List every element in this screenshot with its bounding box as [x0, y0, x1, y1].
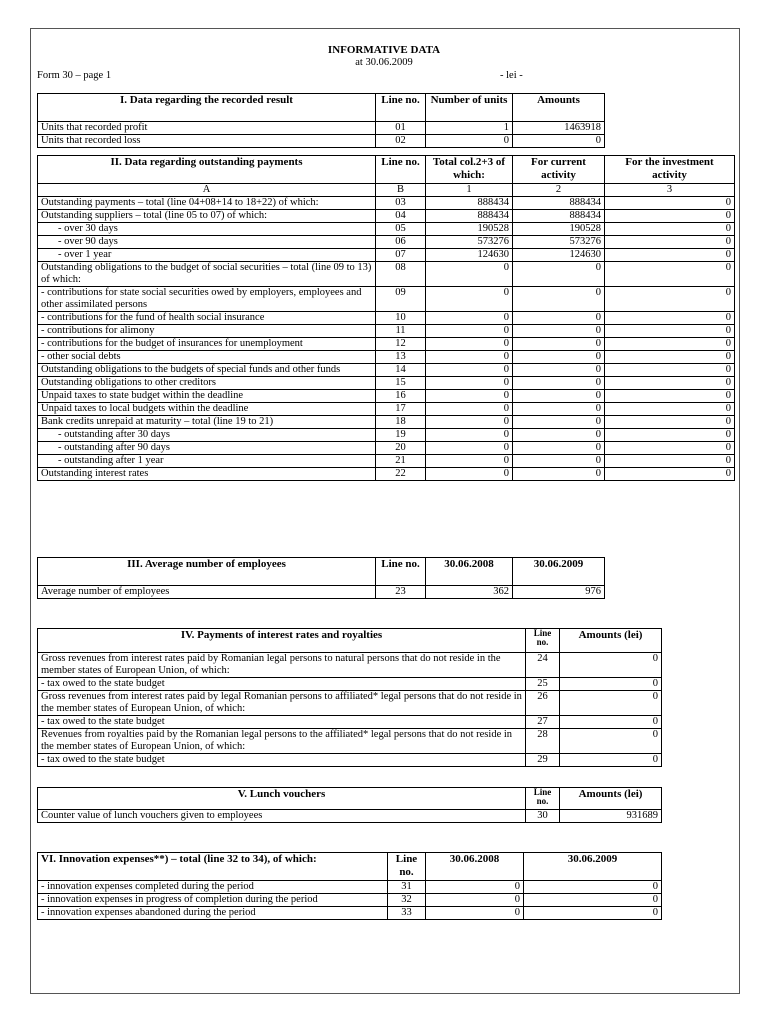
table-row	[38, 338, 735, 351]
row-label: - outstanding after 1 year	[38, 455, 376, 468]
section5-table	[37, 787, 662, 823]
row-current: 0	[513, 377, 605, 390]
row-label: Outstanding obligations to other creditors	[38, 377, 376, 390]
section6-table	[37, 852, 662, 920]
row-total: 190528	[426, 223, 513, 236]
row-total: 888434	[426, 197, 513, 210]
col-amounts-lei: Amounts (lei)	[560, 629, 662, 653]
section4-table	[37, 628, 662, 767]
row-label: Outstanding obligations to the budgets of special funds and other funds	[38, 364, 376, 377]
row-2009: 0	[524, 894, 662, 907]
row-amount: 0	[560, 691, 662, 716]
index-a: A	[38, 184, 376, 197]
row-amount: 1463918	[513, 122, 605, 135]
row-line: 27	[526, 716, 560, 729]
row-line: 25	[526, 678, 560, 691]
row-line: 14	[376, 364, 426, 377]
col-2008: 30.06.2008	[426, 853, 524, 881]
col-line-no: Line no.	[376, 94, 426, 122]
row-line: 23	[376, 586, 426, 599]
document-title: INFORMATIVE DATA	[327, 44, 441, 56]
row-investment: 0	[605, 468, 735, 481]
table-row	[38, 754, 662, 767]
row-investment: 0	[605, 287, 735, 312]
row-line: 09	[376, 287, 426, 312]
table-row	[38, 325, 735, 338]
row-amount: 0	[560, 653, 662, 678]
col-current-activity: For current activity	[513, 156, 605, 184]
row-label: Counter value of lunch vouchers given to employees	[38, 810, 526, 823]
row-line: 20	[376, 442, 426, 455]
col-line-no: Line no.	[376, 156, 426, 184]
row-current: 0	[513, 287, 605, 312]
col-line-no: Line no.	[526, 788, 560, 810]
table-row	[38, 210, 735, 223]
row-label: - outstanding after 90 days	[38, 442, 376, 455]
row-label: Outstanding interest rates	[38, 468, 376, 481]
row-investment: 0	[605, 442, 735, 455]
row-label: Unpaid taxes to local budgets within the deadline	[38, 403, 376, 416]
row-label: - other social debts	[38, 351, 376, 364]
row-investment: 0	[605, 197, 735, 210]
table-row	[38, 429, 735, 442]
row-total: 0	[426, 442, 513, 455]
table-row	[38, 135, 605, 148]
index-3: 3	[605, 184, 735, 197]
row-line: 21	[376, 455, 426, 468]
row-line: 33	[388, 907, 426, 920]
col-line-no: Line no.	[388, 853, 426, 881]
row-units: 0	[426, 135, 513, 148]
table-row	[38, 586, 605, 599]
row-label: Outstanding suppliers – total (line 05 to 07) of which:	[38, 210, 376, 223]
row-total: 0	[426, 455, 513, 468]
row-label: Gross revenues from interest rates paid by Romanian legal persons to natural persons that do not reside in the member states of European Union, of which:	[38, 653, 526, 678]
row-investment: 0	[605, 390, 735, 403]
document-date: at 30.06.2009	[355, 57, 413, 68]
col-2009: 30.06.2009	[524, 853, 662, 881]
row-current: 888434	[513, 197, 605, 210]
row-investment: 0	[605, 377, 735, 390]
row-label: Outstanding payments – total (line 04+08+14 to 18+22) of which:	[38, 197, 376, 210]
row-total: 0	[426, 390, 513, 403]
col-amounts: Amounts	[513, 94, 605, 122]
row-line: 29	[526, 754, 560, 767]
row-label: - over 1 year	[38, 249, 376, 262]
row-line: 04	[376, 210, 426, 223]
row-current: 0	[513, 390, 605, 403]
index-b: B	[376, 184, 426, 197]
row-line: 05	[376, 223, 426, 236]
row-label: - tax owed to the state budget	[38, 754, 526, 767]
row-label: - innovation expenses completed during the period	[38, 881, 388, 894]
row-amount: 931689	[560, 810, 662, 823]
row-investment: 0	[605, 429, 735, 442]
row-line: 01	[376, 122, 426, 135]
row-line: 32	[388, 894, 426, 907]
row-line: 11	[376, 325, 426, 338]
row-current: 0	[513, 351, 605, 364]
section2-title: II. Data regarding outstanding payments	[38, 156, 376, 184]
section2-table	[37, 155, 735, 481]
row-line: 31	[388, 881, 426, 894]
row-label: Outstanding obligations to the budget of social securities – total (line 09 to 13) of which:	[38, 262, 376, 287]
table-row	[38, 249, 735, 262]
row-investment: 0	[605, 325, 735, 338]
row-2008: 0	[426, 881, 524, 894]
row-line: 07	[376, 249, 426, 262]
table-row	[38, 287, 735, 312]
row-current: 0	[513, 325, 605, 338]
section3-title: III. Average number of employees	[38, 558, 376, 586]
row-line: 10	[376, 312, 426, 325]
row-current: 0	[513, 312, 605, 325]
row-line: 22	[376, 468, 426, 481]
row-label: - innovation expenses in progress of completion during the period	[38, 894, 388, 907]
index-1: 1	[426, 184, 513, 197]
table-row	[38, 364, 735, 377]
row-line: 26	[526, 691, 560, 716]
row-line: 19	[376, 429, 426, 442]
row-line: 13	[376, 351, 426, 364]
row-amount: 0	[513, 135, 605, 148]
col-investment-activity: For the investment activity	[605, 156, 735, 184]
row-total: 0	[426, 312, 513, 325]
row-investment: 0	[605, 455, 735, 468]
row-amount: 0	[560, 716, 662, 729]
table-row	[38, 691, 662, 716]
row-investment: 0	[605, 338, 735, 351]
row-investment: 0	[605, 262, 735, 287]
table-row	[38, 678, 662, 691]
row-total: 124630	[426, 249, 513, 262]
row-label: - innovation expenses abandoned during the period	[38, 907, 388, 920]
table-row	[38, 907, 662, 920]
section5-title: V. Lunch vouchers	[38, 788, 526, 810]
row-label: Unpaid taxes to state budget within the deadline	[38, 390, 376, 403]
row-label: - contributions for the budget of insurances for unemployment	[38, 338, 376, 351]
row-line: 30	[526, 810, 560, 823]
table-row	[38, 455, 735, 468]
row-label: Average number of employees	[38, 586, 376, 599]
row-investment: 0	[605, 364, 735, 377]
row-investment: 0	[605, 403, 735, 416]
row-total: 0	[426, 403, 513, 416]
table-row	[38, 729, 662, 754]
row-amount: 0	[560, 729, 662, 754]
row-current: 0	[513, 429, 605, 442]
row-label: Gross revenues from interest rates paid by legal Romanian persons to affiliated* legal persons that do not reside in the member states of European Union, of which:	[38, 691, 526, 716]
row-2009: 0	[524, 907, 662, 920]
row-total: 0	[426, 377, 513, 390]
row-total: 0	[426, 416, 513, 429]
section1-table	[37, 93, 605, 148]
row-2008: 362	[426, 586, 513, 599]
index-2: 2	[513, 184, 605, 197]
col-amounts-lei: Amounts (lei)	[560, 788, 662, 810]
row-total: 0	[426, 325, 513, 338]
row-label: - contributions for state social securities owed by employers, employees and other assimilated persons	[38, 287, 376, 312]
row-label: - tax owed to the state budget	[38, 716, 526, 729]
form-page-label: Form 30 – page 1	[37, 70, 112, 81]
row-amount: 0	[560, 678, 662, 691]
row-label: - over 30 days	[38, 223, 376, 236]
row-current: 0	[513, 338, 605, 351]
table-row	[38, 122, 605, 135]
row-total: 0	[426, 429, 513, 442]
table-row	[38, 810, 662, 823]
table-row	[38, 312, 735, 325]
row-current: 190528	[513, 223, 605, 236]
table-row	[38, 197, 735, 210]
row-line: 08	[376, 262, 426, 287]
section1-title: I. Data regarding the recorded result	[38, 94, 376, 122]
index-row	[38, 184, 735, 197]
row-line: 12	[376, 338, 426, 351]
row-label: - over 90 days	[38, 236, 376, 249]
row-current: 0	[513, 468, 605, 481]
row-label: Bank credits unrepaid at maturity – total (line 19 to 21)	[38, 416, 376, 429]
row-investment: 0	[605, 210, 735, 223]
section3-table	[37, 557, 605, 599]
row-current: 0	[513, 262, 605, 287]
row-current: 0	[513, 403, 605, 416]
row-total: 0	[426, 468, 513, 481]
row-investment: 0	[605, 351, 735, 364]
table-row	[38, 223, 735, 236]
row-current: 124630	[513, 249, 605, 262]
row-2008: 0	[426, 894, 524, 907]
row-units: 1	[426, 122, 513, 135]
col-2008: 30.06.2008	[426, 558, 513, 586]
row-line: 06	[376, 236, 426, 249]
table-row	[38, 894, 662, 907]
row-2009: 0	[524, 881, 662, 894]
row-line: 16	[376, 390, 426, 403]
row-amount: 0	[560, 754, 662, 767]
table-row	[38, 351, 735, 364]
row-total: 573276	[426, 236, 513, 249]
row-current: 0	[513, 455, 605, 468]
row-total: 0	[426, 338, 513, 351]
table-row	[38, 236, 735, 249]
row-2009: 976	[513, 586, 605, 599]
row-label: Units that recorded loss	[38, 135, 376, 148]
row-line: 15	[376, 377, 426, 390]
row-total: 0	[426, 262, 513, 287]
row-line: 17	[376, 403, 426, 416]
currency-label: - lei -	[500, 70, 523, 81]
row-line: 28	[526, 729, 560, 754]
col-total: Total col.2+3 of which:	[426, 156, 513, 184]
table-row	[38, 716, 662, 729]
row-line: 03	[376, 197, 426, 210]
table-row	[38, 468, 735, 481]
row-label: - contributions for the fund of health social insurance	[38, 312, 376, 325]
row-current: 573276	[513, 236, 605, 249]
row-investment: 0	[605, 249, 735, 262]
row-line: 02	[376, 135, 426, 148]
table-row	[38, 416, 735, 429]
row-current: 0	[513, 364, 605, 377]
table-row	[38, 377, 735, 390]
row-label: Revenues from royalties paid by the Romanian legal persons to the affiliated* legal persons that do not reside in the member states of European Union, of which:	[38, 729, 526, 754]
row-current: 888434	[513, 210, 605, 223]
table-row	[38, 403, 735, 416]
row-investment: 0	[605, 236, 735, 249]
table-row	[38, 442, 735, 455]
col-2009: 30.06.2009	[513, 558, 605, 586]
table-row	[38, 881, 662, 894]
row-label: - outstanding after 30 days	[38, 429, 376, 442]
row-investment: 0	[605, 223, 735, 236]
row-investment: 0	[605, 312, 735, 325]
table-row	[38, 390, 735, 403]
row-current: 0	[513, 416, 605, 429]
row-2008: 0	[426, 907, 524, 920]
row-current: 0	[513, 442, 605, 455]
row-line: 24	[526, 653, 560, 678]
row-total: 0	[426, 287, 513, 312]
row-investment: 0	[605, 416, 735, 429]
row-line: 18	[376, 416, 426, 429]
col-number-of-units: Number of units	[426, 94, 513, 122]
row-label: - tax owed to the state budget	[38, 678, 526, 691]
table-row	[38, 653, 662, 678]
row-total: 0	[426, 364, 513, 377]
row-label: Units that recorded profit	[38, 122, 376, 135]
row-label: - contributions for alimony	[38, 325, 376, 338]
row-total: 0	[426, 351, 513, 364]
section6-title: VI. Innovation expenses**) – total (line 32 to 34), of which:	[38, 853, 388, 881]
section4-title: IV. Payments of interest rates and royalties	[38, 629, 526, 653]
table-row	[38, 262, 735, 287]
col-line-no: Line no.	[376, 558, 426, 586]
col-line-no: Line no.	[526, 629, 560, 653]
row-total: 888434	[426, 210, 513, 223]
